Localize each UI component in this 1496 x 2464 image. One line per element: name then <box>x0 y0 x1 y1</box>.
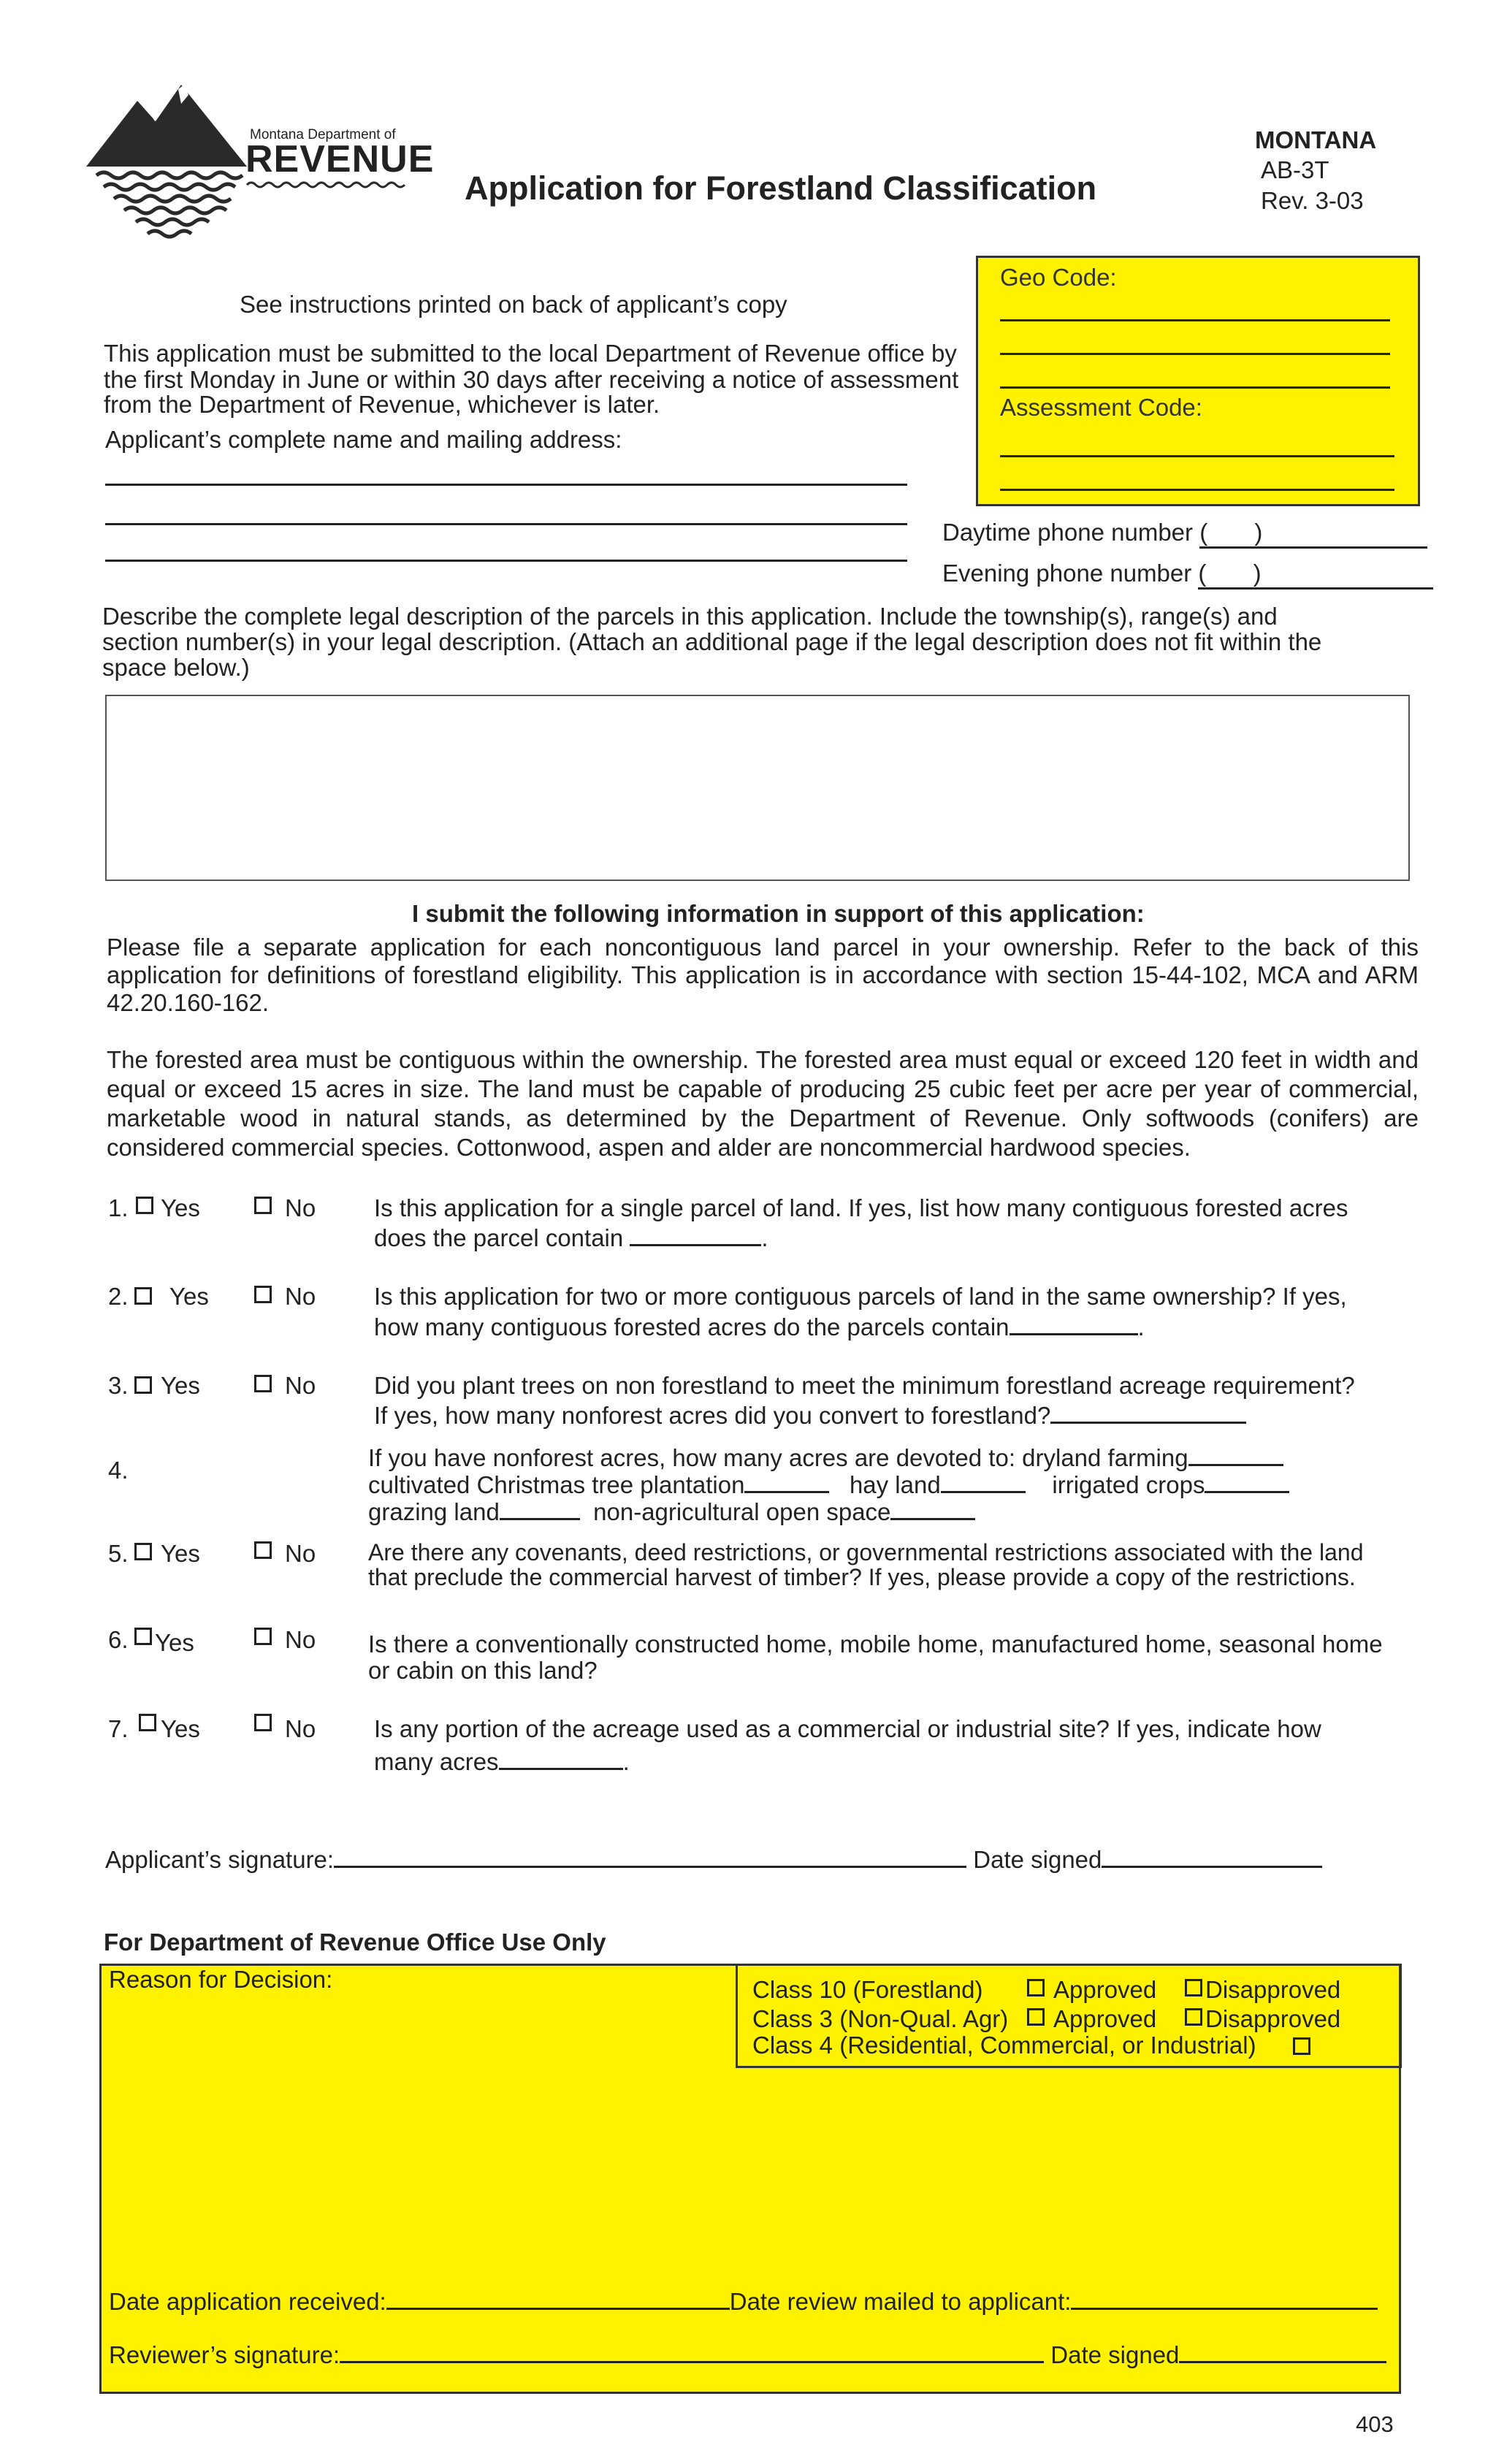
class3-approved-checkbox[interactable] <box>1027 2008 1045 2026</box>
dept-big-text: REVENUE <box>245 138 435 180</box>
q4-grazing-field[interactable] <box>500 1498 580 1520</box>
q5-yes-label: Yes <box>161 1540 200 1567</box>
support-heading: I submit the following information in support of this application: <box>412 900 1145 927</box>
class4-checkbox[interactable] <box>1293 2037 1310 2055</box>
applicant-signature-field[interactable] <box>334 1845 966 1868</box>
q3-text-b: If yes, how many nonforest acres did you convert to forestland? <box>374 1401 1246 1430</box>
form-title: Application for Forestland Classification <box>465 169 1097 207</box>
assessment-code-label: Assessment Code: <box>1000 394 1202 421</box>
q2-number: 2. <box>108 1283 129 1310</box>
date-mailed-field[interactable] <box>1071 2287 1378 2310</box>
legal-line-3: space below.) <box>102 654 250 681</box>
q7-text-b: many acres . <box>374 1748 630 1775</box>
office-use-box <box>99 1964 1401 2394</box>
logo-underline-wave <box>245 180 408 190</box>
q2-no-label: No <box>285 1283 316 1310</box>
daytime-phone-field[interactable]: ( ) <box>1199 519 1427 549</box>
applicant-signature-row: Applicant’s signature: Date signed <box>105 1845 1322 1874</box>
applicant-name-label: Applicant’s complete name and mailing address: <box>105 426 622 453</box>
q2-text-a: Is this application for two or more contiguous parcels of land in the same ownership? If yes, <box>374 1283 1347 1310</box>
q6-no-label: No <box>285 1626 316 1653</box>
geo-code-field-1[interactable] <box>1000 319 1390 321</box>
support-paragraph-1: Please file a separate application for each noncontiguous land parcel in your ownership. Refer to the back of this application for definitions of forestland eligibility. This application is in accordance with section 15-44-102, MCA and ARM 42.20.160-162. <box>107 934 1419 1016</box>
class10-label: Class 10 (Forestland) <box>752 1976 983 2003</box>
daytime-phone <box>942 519 1427 549</box>
department-logo <box>86 79 435 243</box>
class3-disapproved-checkbox[interactable] <box>1185 2008 1202 2026</box>
q3-no-label: No <box>285 1372 316 1399</box>
support-paragraph-2: The forested area must be contiguous within the ownership. The forested area must equal or exceed 120 feet in width and equal or exceed 15 acres in size. The land must be capable of producing 25 cubic feet per acre per year of commercial, marketable wood in natural stands, as determined by the Department of Revenue. Only softwoods (conifers) are considered commercial species. Cottonwood, aspen and alder are noncommercial hardwood species. <box>107 1046 1419 1161</box>
q3-acres-field[interactable] <box>1050 1401 1246 1424</box>
q1-no-label: No <box>285 1194 316 1221</box>
q4-christmas-tree-field[interactable] <box>744 1471 829 1493</box>
classification-box <box>736 1964 1402 2068</box>
q6-text-a: Is there a conventionally constructed home, mobile home, manufactured home, seasonal home <box>368 1630 1383 1658</box>
q3-yes-checkbox[interactable] <box>134 1376 152 1394</box>
class3-label: Class 3 (Non-Qual. Agr) <box>752 2005 1009 2032</box>
evening-phone <box>942 560 1433 590</box>
q7-number: 7. <box>108 1715 129 1742</box>
intro-line-1: This application must be submitted to the local Department of Revenue office by <box>104 340 957 367</box>
q4-dryland-field[interactable] <box>1188 1443 1283 1466</box>
date-received-field[interactable] <box>386 2287 730 2310</box>
applicant-address-line-3[interactable] <box>105 560 907 562</box>
applicant-address-line-2[interactable] <box>105 523 907 525</box>
q1-text-a: Is this application for a single parcel of land. If yes, list how many contiguous forested acres <box>374 1194 1348 1221</box>
q7-yes-checkbox[interactable] <box>139 1714 156 1731</box>
geo-code-box <box>976 256 1420 506</box>
class3-disapproved-label: Disapproved <box>1205 2005 1341 2032</box>
class4-label: Class 4 (Residential, Commercial, or Industrial) <box>752 2032 1256 2059</box>
geo-code-field-2[interactable] <box>1000 353 1390 355</box>
q5-no-label: No <box>285 1540 316 1567</box>
q6-no-checkbox[interactable] <box>254 1628 272 1645</box>
q5-text-b: that preclude the commercial harvest of timber? If yes, please provide a copy of the restrictions. <box>368 1564 1356 1590</box>
mountain-logo-icon <box>86 79 247 243</box>
form-number: AB-3T <box>1261 156 1329 183</box>
class10-approved-label: Approved <box>1053 1976 1157 2003</box>
intro-line-3: from the Department of Revenue, whichever is later. <box>104 391 660 418</box>
q1-no-checkbox[interactable] <box>254 1197 272 1214</box>
q6-yes-label: Yes <box>155 1629 194 1656</box>
q2-acres-field[interactable] <box>1010 1313 1138 1335</box>
date-received-row: Date application received: Date review mailed to applicant: <box>109 2287 1378 2316</box>
q4-hay-land-field[interactable] <box>941 1471 1026 1493</box>
class10-disapproved-label: Disapproved <box>1205 1976 1341 2003</box>
geo-code-field-3[interactable] <box>1000 386 1390 389</box>
reviewer-row: Reviewer’s signature: Date signed <box>109 2341 1386 2369</box>
class10-approved-checkbox[interactable] <box>1027 1979 1045 1996</box>
q7-yes-label: Yes <box>161 1715 200 1742</box>
q1-yes-checkbox[interactable] <box>136 1197 153 1214</box>
intro-line-2: the first Monday in June or within 30 days after receiving a notice of assessment <box>104 366 959 393</box>
q3-yes-label: Yes <box>161 1372 200 1399</box>
see-instructions-note: See instructions printed on back of applicant’s copy <box>240 291 787 318</box>
q7-text-a: Is any portion of the acreage used as a commercial or industrial site? If yes, indicate how <box>374 1715 1321 1742</box>
q4-text-b: cultivated Christmas tree plantation hay land irrigated crops <box>368 1471 1289 1499</box>
q4-number: 4. <box>108 1457 129 1484</box>
q4-text-c: grazing land non-agricultural open space <box>368 1498 975 1526</box>
dept-small-text: Montana Department of <box>250 127 396 142</box>
q2-text-b: how many contiguous forested acres do the parcels contain . <box>374 1313 1145 1340</box>
revision-label: Rev. 3-03 <box>1261 187 1364 214</box>
q1-yes-label: Yes <box>161 1194 200 1221</box>
q4-irrigated-field[interactable] <box>1205 1471 1289 1493</box>
applicant-address-line-1[interactable] <box>105 484 907 486</box>
reason-label: Reason for Decision: <box>109 1966 333 1993</box>
q5-no-checkbox[interactable] <box>254 1541 272 1559</box>
q1-text-b: does the parcel contain . <box>374 1224 768 1251</box>
legal-description-box[interactable] <box>105 695 1410 881</box>
q2-yes-checkbox[interactable] <box>134 1287 152 1305</box>
applicant-date-field[interactable] <box>1102 1845 1322 1868</box>
q3-text-a: Did you plant trees on non forestland to meet the minimum forestland acreage requirement? <box>374 1372 1355 1399</box>
q1-number: 1. <box>108 1194 129 1221</box>
reviewer-signature-field[interactable] <box>340 2341 1044 2363</box>
evening-phone-field[interactable]: ( ) <box>1198 560 1433 590</box>
q5-yes-checkbox[interactable] <box>134 1543 152 1560</box>
daytime-phone-label: Daytime phone number <box>942 519 1194 546</box>
q7-no-checkbox[interactable] <box>254 1714 272 1731</box>
q7-acres-field[interactable] <box>499 1747 623 1770</box>
q7-no-label: No <box>285 1715 316 1742</box>
page-number: 403 <box>1356 2411 1394 2437</box>
class3-approved-label: Approved <box>1053 2005 1157 2032</box>
reviewer-date-field[interactable] <box>1179 2341 1386 2363</box>
q3-no-checkbox[interactable] <box>254 1375 272 1392</box>
q2-no-checkbox[interactable] <box>254 1286 272 1303</box>
assessment-code-field-1[interactable] <box>1000 455 1394 457</box>
geo-code-label: Geo Code: <box>1000 264 1117 291</box>
q4-open-space-field[interactable] <box>890 1498 975 1520</box>
assessment-code-field-2[interactable] <box>1000 489 1394 491</box>
q3-number: 3. <box>108 1372 129 1399</box>
class10-disapproved-checkbox[interactable] <box>1185 1979 1202 1996</box>
q4-text-a: If you have nonforest acres, how many acres are devoted to: dryland farming <box>368 1443 1283 1472</box>
q1-acres-field[interactable] <box>630 1224 761 1246</box>
q6-text-b: or cabin on this land? <box>368 1657 598 1684</box>
office-use-heading: For Department of Revenue Office Use Only <box>104 1929 606 1956</box>
state-label: MONTANA <box>1255 126 1377 153</box>
q2-yes-label: Yes <box>169 1283 209 1310</box>
legal-line-2: section number(s) in your legal description. (Attach an additional page if the legal description does not fit within the <box>102 628 1322 655</box>
evening-phone-label: Evening phone number <box>942 560 1192 587</box>
legal-line-1: Describe the complete legal description of the parcels in this application. Include the township(s), range(s) and <box>102 603 1278 630</box>
q5-number: 5. <box>108 1540 129 1567</box>
q6-yes-checkbox[interactable] <box>134 1628 152 1645</box>
q6-number: 6. <box>108 1626 129 1653</box>
q5-text-a: Are there any covenants, deed restrictions, or governmental restrictions associated with the land <box>368 1539 1364 1565</box>
